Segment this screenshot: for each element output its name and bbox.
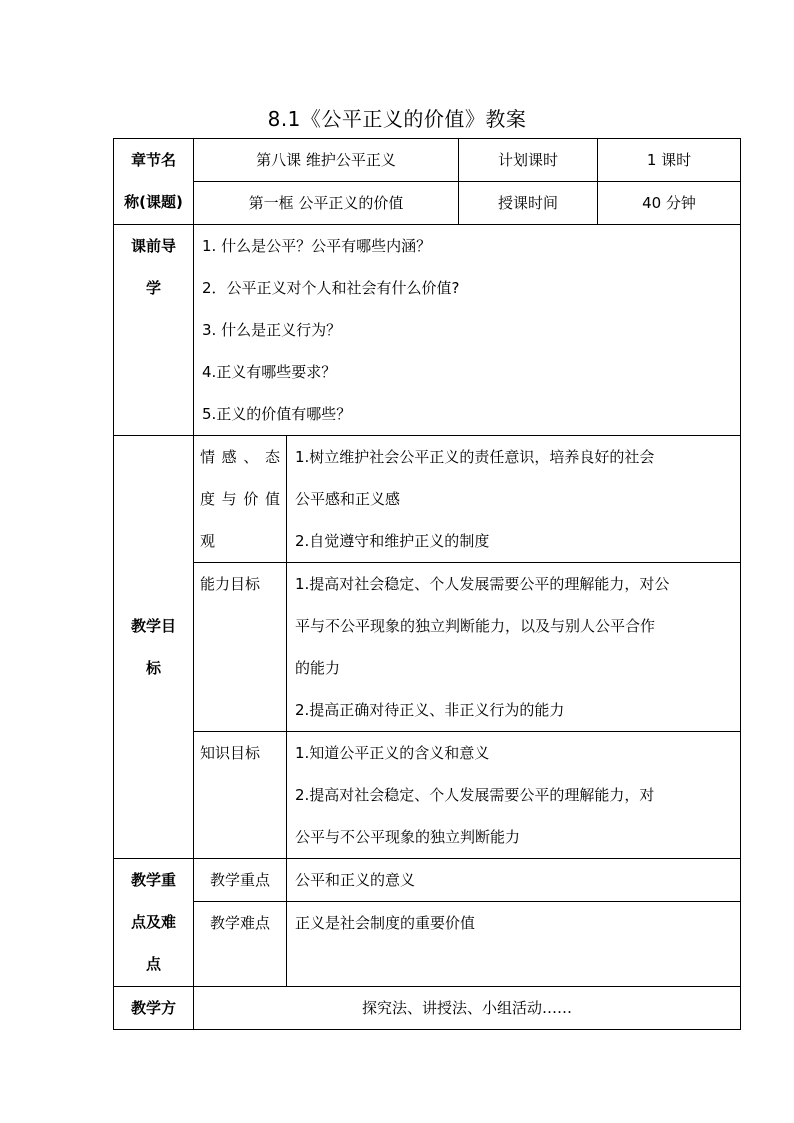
method-value: 探究法、讲授法、小组活动…… [361,999,572,1017]
lesson-plan-table [113,138,741,1030]
key-label-line: 点 [145,955,161,973]
preview-question: 4.正义有哪些要求？ [202,363,337,381]
key-label-line: 点及难 [130,913,176,931]
ability-label-cell [194,563,287,732]
goals-label-line2: 标 [145,659,161,677]
time-label: 授课时间 [497,194,558,212]
preview-label-cell [114,225,194,436]
emotion-goal-line: 2.自觉遵守和维护正义的制度 [295,532,490,550]
plan-label-cell [459,139,598,182]
preview-question: 5.正义的价值有哪些？ [202,405,352,423]
preview-question: 1. 什么是公平？公平有哪些内涵？ [202,237,432,255]
knowledge-label: 知识目标 [200,744,261,762]
emotion-label-line: 情感、态 [200,448,280,466]
key-label-line: 教学重 [130,871,176,889]
focus-value-cell [287,859,741,902]
knowledge-content-cell [287,732,741,859]
time-value-cell [598,182,741,225]
preview-question: 2．公平正义对个人和社会有什么价值? [202,279,460,297]
difficulty-value-cell [287,902,741,987]
emotion-goal-line: 1.树立维护社会公平正义的责任意识，培养良好的社会 [295,448,655,466]
lesson-cell [194,139,459,182]
time-label-cell [459,182,598,225]
emotion-label-line: 观 [200,532,216,550]
emotion-content-cell [287,436,741,563]
section-cell [194,182,459,225]
ability-goal-line: 平与不公平现象的独立判断能力，以及与别人公平合作 [295,617,656,635]
knowledge-label-cell [194,732,287,859]
emotion-label-line: 度与价值 [200,490,280,508]
focus-label: 教学重点 [209,871,270,889]
knowledge-goal-line: 1.知道公平正义的含义和意义 [295,744,490,762]
method-value-cell [194,987,741,1030]
goals-label-cell [114,436,194,859]
focus-label-cell [194,859,287,902]
method-label: 教学方 [130,999,176,1017]
chapter-label-line1: 章节名 [130,151,176,169]
ability-content-cell [287,563,741,732]
ability-goal-line: 1.提高对社会稳定、个人发展需要公平的理解能力，对公 [295,575,670,593]
goals-label-line1: 教学目 [130,617,176,635]
key-label-cell [114,859,194,987]
difficulty-label: 教学难点 [209,914,270,932]
emotion-goal-line: 公平感和正义感 [295,490,401,508]
ability-goal-line: 的能力 [295,659,341,677]
plan-value: 1 课时 [646,151,692,169]
knowledge-goal-line: 2.提高对社会稳定、个人发展需要公平的理解能力，对 [295,786,655,804]
lesson-name: 第八课 维护公平正义 [256,151,396,169]
time-value: 40 分钟 [642,194,696,212]
section-name: 第一框 公平正义的价值 [248,194,404,212]
chapter-label-cell [114,139,194,225]
preview-label-line2: 学 [145,279,161,297]
knowledge-goal-line: 公平与不公平现象的独立判断能力 [295,828,521,846]
chapter-label-line2: 称(课题) [124,193,183,211]
plan-label: 计划课时 [497,151,558,169]
plan-value-cell [598,139,741,182]
difficulty-label-cell [194,902,287,987]
focus-value: 公平和正义的意义 [295,871,416,889]
document-title: 8.1《公平正义的价值》教案 [267,107,527,131]
ability-goal-line: 2.提高正确对待正义、非正义行为的能力 [295,701,565,719]
preview-content-cell [194,225,741,436]
method-label-cell [114,987,194,1030]
emotion-label-cell [194,436,287,563]
ability-label: 能力目标 [200,575,261,593]
preview-label-line1: 课前导 [130,237,176,255]
difficulty-value: 正义是社会制度的重要价值 [295,914,476,932]
preview-question: 3. 什么是正义行为？ [202,321,342,339]
